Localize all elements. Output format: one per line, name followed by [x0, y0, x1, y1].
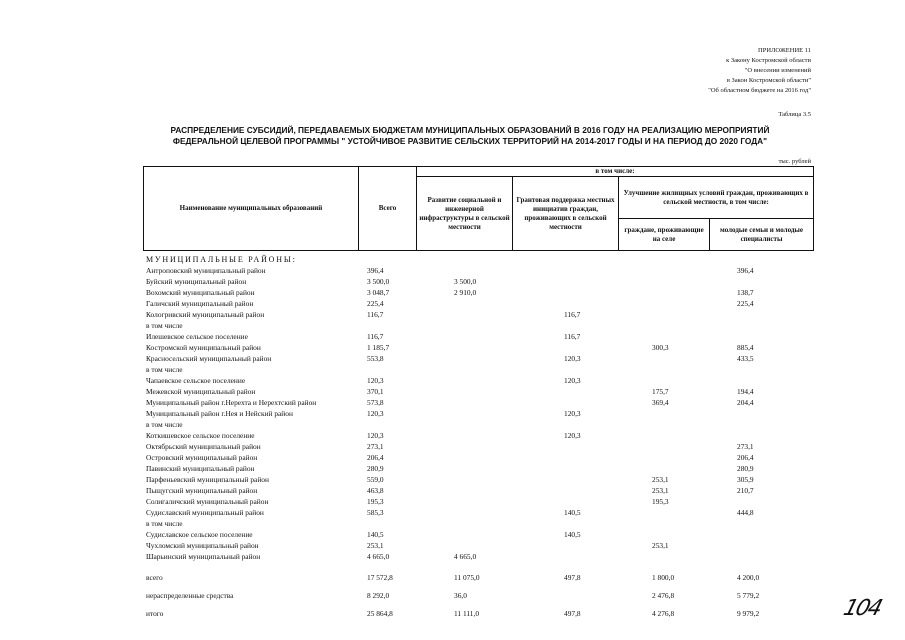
cell-total: 195,3	[367, 497, 384, 506]
cell-d: 305,9	[737, 475, 754, 484]
cell-name: Муниципальный район г.Нерехта и Нерехтский район	[146, 398, 317, 407]
cell-d: 194,4	[737, 387, 754, 396]
cell-name: Красносельский муниципальный район	[146, 354, 272, 363]
title-line: РАСПРЕДЕЛЕНИЕ СУБСИДИЙ, ПЕРЕДАВАЕМЫХ БЮДЖЕТАМ МУНИЦИПАЛЬНЫХ ОБРАЗОВАНИЙ В 2016 ГОДУ НА РЕАЛИЗАЦИЮ МЕРОПРИЯТИЙ	[170, 125, 770, 135]
cell-name: Антроповский муниципальный район	[146, 266, 266, 275]
page-mark: 104	[840, 596, 884, 621]
cell-b: 497,8	[564, 609, 581, 618]
header-line: к Закону Костромской области	[726, 57, 811, 64]
header-name: Наименование муниципальных образований	[144, 167, 359, 251]
header-housing: Улучшение жилищных условий граждан, проживающих в сельской местности, в том числе:	[619, 177, 814, 219]
cell-total: 585,3	[367, 508, 384, 517]
cell-name: в том числе	[146, 321, 183, 330]
cell-total: 25 864,8	[367, 609, 393, 618]
header-line: в Закон Костромской области"	[726, 77, 811, 84]
header-line: "О внесении изменений	[744, 67, 811, 74]
cell-d: 206,4	[737, 453, 754, 462]
cell-total: 253,1	[367, 541, 384, 550]
cell-total: 116,7	[367, 332, 384, 341]
header-total: Всего	[359, 167, 417, 251]
cell-name: Кологривский муниципальный район	[146, 310, 265, 319]
header-line: ПРИЛОЖЕНИЕ 11	[758, 47, 811, 54]
cell-a: 4 665,0	[454, 552, 477, 561]
cell-name: Парфеньевский муниципальный район	[146, 475, 269, 484]
cell-d: 280,9	[737, 464, 754, 473]
cell-a: 36,0	[454, 591, 467, 600]
cell-b: 116,7	[564, 310, 581, 319]
header-rural-citizens: граждане, проживающие на селе	[619, 219, 710, 251]
cell-c: 2 476,8	[652, 591, 675, 600]
cell-name: Илешевское сельское поселение	[146, 332, 248, 341]
cell-d: 5 779,2	[737, 591, 760, 600]
cell-total: 116,7	[367, 310, 384, 319]
cell-c: 4 276,8	[652, 609, 675, 618]
cell-total: 17 572,8	[367, 573, 393, 582]
cell-total: 273,1	[367, 442, 384, 451]
cell-c: 300,3	[652, 343, 669, 352]
cell-a: 3 500,0	[454, 277, 477, 286]
section-title: МУНИЦИПАЛЬНЫЕ РАЙОНЫ:	[146, 255, 297, 264]
document-title	[120, 125, 820, 147]
cell-total: 1 185,7	[367, 343, 390, 352]
cell-total: 573,8	[367, 398, 384, 407]
cell-total: 140,5	[367, 530, 384, 539]
cell-name: итого	[146, 609, 164, 618]
header-line: "Об областном бюджете на 2016 год"	[708, 87, 811, 94]
cell-total: 3 500,0	[367, 277, 390, 286]
cell-total: 553,8	[367, 354, 384, 363]
header-infrastructure: Развитие социальной и инженерной инфраструктуры в сельской местности	[417, 177, 513, 251]
cell-name: всего	[146, 573, 163, 582]
cell-d: 138,7	[737, 288, 754, 297]
cell-b: 140,5	[564, 530, 581, 539]
cell-c: 369,4	[652, 398, 669, 407]
cell-name: Павинский муниципальный район	[146, 464, 255, 473]
cell-name: Судиславское сельское поселение	[146, 530, 253, 539]
cell-a: 11 111,0	[454, 609, 480, 618]
cell-total: 120,3	[367, 431, 384, 440]
cell-name: нераспределенные средства	[146, 591, 234, 600]
appendix-header	[708, 46, 811, 96]
header-grants: Грантовая поддержка местных инициатив граждан, проживающих в сельской местности	[513, 177, 619, 251]
cell-c: 195,3	[652, 497, 669, 506]
cell-total: 8 292,0	[367, 591, 390, 600]
cell-c: 175,7	[652, 387, 669, 396]
cell-name: Октябрьский муниципальный район	[146, 442, 261, 451]
cell-name: Коткишевское сельское поселение	[146, 431, 255, 440]
cell-d: 204,4	[737, 398, 754, 407]
cell-name: Чапаевское сельское поселение	[146, 376, 246, 385]
cell-d: 210,7	[737, 486, 754, 495]
cell-total: 559,0	[367, 475, 384, 484]
cell-name: Костромской муниципальный район	[146, 343, 261, 352]
cell-total: 4 665,0	[367, 552, 390, 561]
units-label: тыс. рублей	[778, 158, 811, 165]
cell-total: 396,4	[367, 266, 384, 275]
cell-name: Пыщугский муниципальный район	[146, 486, 258, 495]
cell-name: в том числе	[146, 519, 183, 528]
cell-name: Шарьинский муниципальный район	[146, 552, 261, 561]
cell-name: Галичский муниципальный район	[146, 299, 254, 308]
table-header	[143, 166, 814, 251]
cell-c: 253,1	[652, 475, 669, 484]
cell-b: 497,8	[564, 573, 581, 582]
cell-c: 253,1	[652, 486, 669, 495]
cell-total: 206,4	[367, 453, 384, 462]
cell-total: 3 048,7	[367, 288, 390, 297]
cell-name: Островский муниципальный район	[146, 453, 258, 462]
table-number: Таблица 3.5	[778, 111, 811, 118]
title-line: ФЕДЕРАЛЬНОЙ ЦЕЛЕВОЙ ПРОГРАММЫ " УСТОЙЧИВОЕ РАЗВИТИЕ СЕЛЬСКИХ ТЕРРИТОРИЙ НА 2014-2017 ГОДЫ И НА ПЕРИОД ДО 2020 ГОДА"	[172, 136, 768, 146]
cell-b: 120,3	[564, 409, 581, 418]
cell-d: 9 979,2	[737, 609, 760, 618]
cell-total: 120,3	[367, 409, 384, 418]
cell-c: 253,1	[652, 541, 669, 550]
cell-d: 225,4	[737, 299, 754, 308]
cell-name: Буйский муниципальный район	[146, 277, 247, 286]
cell-name: Межевской муниципальный район	[146, 387, 256, 396]
cell-c: 1 800,0	[652, 573, 675, 582]
cell-name: Судиславский муниципальный район	[146, 508, 264, 517]
cell-d: 396,4	[737, 266, 754, 275]
cell-a: 11 075,0	[454, 573, 480, 582]
header-in-that: в том числе:	[417, 167, 814, 177]
cell-a: 2 910,0	[454, 288, 477, 297]
cell-d: 4 200,0	[737, 573, 760, 582]
header-young-families: молодые семьи и молодые специалисты	[710, 219, 814, 251]
cell-name: Чухломский муниципальный район	[146, 541, 259, 550]
cell-b: 120,3	[564, 354, 581, 363]
cell-name: в том числе	[146, 420, 183, 429]
cell-name: Солигаличский муниципальный район	[146, 497, 269, 506]
cell-d: 273,1	[737, 442, 754, 451]
cell-total: 120,3	[367, 376, 384, 385]
cell-total: 370,1	[367, 387, 384, 396]
cell-b: 140,5	[564, 508, 581, 517]
cell-name: Муниципальный район г.Нея и Нейский район	[146, 409, 293, 418]
cell-total: 280,9	[367, 464, 384, 473]
cell-d: 885,4	[737, 343, 754, 352]
cell-b: 120,3	[564, 431, 581, 440]
cell-d: 433,5	[737, 354, 754, 363]
cell-total: 463,8	[367, 486, 384, 495]
cell-total: 225,4	[367, 299, 384, 308]
cell-d: 444,8	[737, 508, 754, 517]
cell-b: 120,3	[564, 376, 581, 385]
cell-name: в том числе	[146, 365, 183, 374]
cell-b: 116,7	[564, 332, 581, 341]
cell-name: Вохомский муниципальный район	[146, 288, 255, 297]
